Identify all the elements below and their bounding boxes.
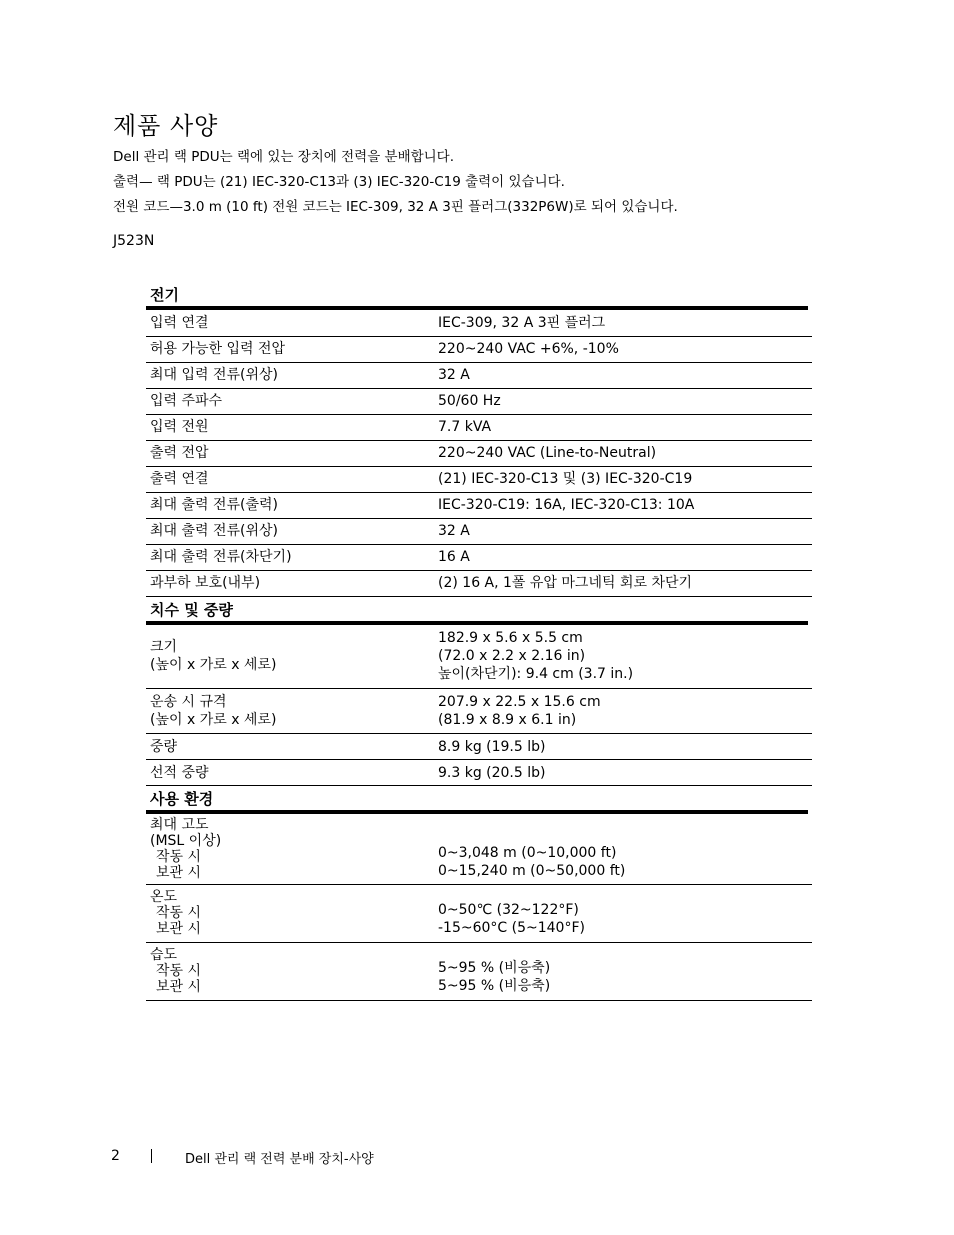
intro-power-cord: 전원 코드—3.0 m (10 ft) 전원 코드는 IEC-309, 32 A 3핀 플러그(332P6W)로 되어 있습니다. xyxy=(113,199,678,215)
spec-value: 0~50℃ (32~122°F) -15~60°C (5~140°F) xyxy=(434,884,812,942)
table-row xyxy=(146,942,812,1000)
spec-value: 182.9 x 5.6 x 5.5 cm (72.0 x 2.2 x 2.16 in) 높이(차단기): 9.4 cm (3.7 in.) xyxy=(434,625,812,689)
spec-label: 출력 전압 xyxy=(146,440,434,466)
table-row xyxy=(146,362,812,388)
spec-label: 출력 연결 xyxy=(146,466,434,492)
footer-separator xyxy=(151,1149,152,1163)
spec-label: 허용 가능한 입력 전압 xyxy=(146,336,434,362)
spec-label: 입력 연결 xyxy=(146,310,434,336)
spec-value: 220~240 VAC (Line-to-Neutral) xyxy=(434,440,812,466)
model-number: J523N xyxy=(113,233,155,249)
table-row xyxy=(146,336,812,362)
spec-label: 운송 시 규격 (높이 x 가로 x 세로) xyxy=(146,689,434,734)
spec-value: 8.9 kg (19.5 lb) xyxy=(434,734,812,760)
spec-value: IEC-309, 32 A 3핀 플러그 xyxy=(434,310,812,336)
spec-value: 32 A xyxy=(434,518,812,544)
table-row xyxy=(146,625,812,689)
page-title: 제품 사양 xyxy=(113,112,219,140)
section-title-electrical: 전기 xyxy=(146,282,808,310)
table-row xyxy=(146,760,812,786)
table-row xyxy=(146,518,812,544)
spec-value: 0~3,048 m (0~10,000 ft) 0~15,240 m (0~50,000 ft) xyxy=(434,814,812,884)
page-number: 2 xyxy=(111,1148,120,1164)
spec-value: 32 A xyxy=(434,362,812,388)
spec-value: IEC-320-C19: 16A, IEC-320-C13: 10A xyxy=(434,492,812,518)
table-row xyxy=(146,544,812,570)
spec-label: 입력 주파수 xyxy=(146,388,434,414)
section-title-dimensions: 치수 및 중량 xyxy=(146,597,808,625)
spec-value: 9.3 kg (20.5 lb) xyxy=(434,760,812,786)
table-row xyxy=(146,492,812,518)
spec-value: 5~95 % (비응축) 5~95 % (비응축) xyxy=(434,942,812,1000)
spec-value: 207.9 x 22.5 x 15.6 cm (81.9 x 8.9 x 6.1 in) xyxy=(434,689,812,734)
spec-label: 최대 고도 (MSL 이상) 작동 시 보관 시 xyxy=(146,814,434,884)
spec-value: 7.7 kVA xyxy=(434,414,812,440)
section-title-environment: 사용 환경 xyxy=(146,786,808,814)
spec-label: 최대 출력 전류(차단기) xyxy=(146,544,434,570)
table-row xyxy=(146,466,812,492)
spec-value: 220~240 VAC +6%, -10% xyxy=(434,336,812,362)
spec-tables xyxy=(146,282,808,1001)
spec-value: (2) 16 A, 1폴 유압 마그네틱 회로 차단기 xyxy=(434,570,812,596)
spec-label: 선적 중량 xyxy=(146,760,434,786)
spec-value: (21) IEC-320-C13 및 (3) IEC-320-C19 xyxy=(434,466,812,492)
electrical-table xyxy=(146,310,812,597)
intro-outputs: 출력— 랙 PDU는 (21) IEC-320-C13과 (3) IEC-320-C19 출력이 있습니다. xyxy=(113,174,565,190)
environment-table xyxy=(146,814,812,1001)
table-row xyxy=(146,734,812,760)
spec-label: 최대 출력 전류(출력) xyxy=(146,492,434,518)
spec-label: 습도 작동 시 보관 시 xyxy=(146,942,434,1000)
table-row xyxy=(146,440,812,466)
table-row xyxy=(146,570,812,596)
footer-title: Dell 관리 랙 전력 분배 장치-사양 xyxy=(185,1152,374,1167)
spec-label: 크기 (높이 x 가로 x 세로) xyxy=(146,625,434,689)
intro-description: Dell 관리 랙 PDU는 랙에 있는 장치에 전력을 분배합니다. xyxy=(113,149,455,165)
spec-label: 과부하 보호(내부) xyxy=(146,570,434,596)
table-row xyxy=(146,814,812,884)
table-row xyxy=(146,310,812,336)
spec-label: 최대 출력 전류(위상) xyxy=(146,518,434,544)
spec-label: 중량 xyxy=(146,734,434,760)
spec-label: 최대 입력 전류(위상) xyxy=(146,362,434,388)
spec-value: 16 A xyxy=(434,544,812,570)
dimensions-table xyxy=(146,625,812,787)
spec-label: 온도 작동 시 보관 시 xyxy=(146,884,434,942)
table-row xyxy=(146,388,812,414)
table-row xyxy=(146,689,812,734)
spec-value: 50/60 Hz xyxy=(434,388,812,414)
table-row xyxy=(146,414,812,440)
table-row xyxy=(146,884,812,942)
spec-label: 입력 전원 xyxy=(146,414,434,440)
